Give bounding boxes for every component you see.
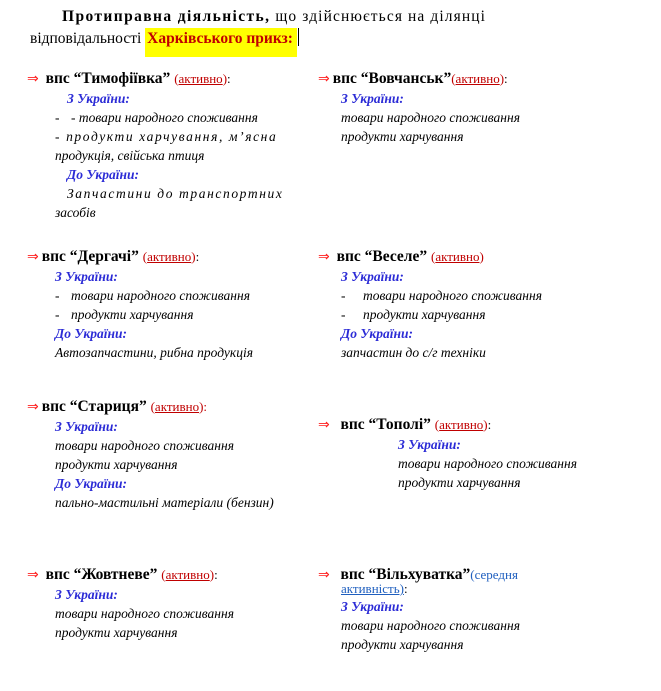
post-block-vovchansk: ⇒ впс “Вовчанськ”(активно): З України: товари народного споживання продукти харчування bbox=[318, 70, 520, 144]
section-heading: З України: bbox=[398, 437, 461, 452]
post-block-tymofiivka: ⇒ впс “Тимофіївка” (активно): З України: - - товари народного споживання - продукти харчування, м’ясна продукція, свійська птиця До України: Запчастини до транспортних засобів bbox=[27, 70, 284, 220]
arrow-icon: ⇒ bbox=[318, 71, 330, 87]
list-item: - - товари народного споживання bbox=[55, 110, 258, 125]
post-name: впс “Тополі” bbox=[340, 416, 431, 433]
text-cursor bbox=[298, 28, 299, 46]
list-item: засобів bbox=[55, 205, 96, 220]
list-item: - продукти харчування bbox=[341, 307, 486, 322]
section-heading: До України: bbox=[55, 476, 127, 491]
status-badge: (активно) bbox=[150, 399, 204, 414]
list-item: товари народного споживання bbox=[341, 618, 520, 633]
post-name: впс “Вовчанськ” bbox=[332, 70, 452, 87]
list-item: товари народного споживання bbox=[341, 110, 520, 125]
title-rest: що здійснюється на ділянці bbox=[270, 8, 487, 25]
status-badge: (активно) bbox=[434, 417, 488, 432]
list-item: продукти харчування bbox=[341, 129, 464, 144]
post-name: впс “Тимофіївка” bbox=[45, 70, 171, 87]
title-highlight: Харківського прикз: bbox=[145, 28, 297, 57]
list-item: запчастин до с/г техніки bbox=[341, 345, 486, 360]
post-block-derhachi: ⇒ впс “Дергачі” (активно): З України: - товари народного споживання - продукти харчування До України: Автозапчастини, рибна продукція bbox=[27, 248, 253, 360]
post-name: впс “Дергачі” bbox=[41, 248, 139, 265]
status-badge: (активно) bbox=[430, 249, 484, 264]
arrow-icon: ⇒ bbox=[27, 249, 39, 265]
arrow-icon: ⇒ bbox=[27, 567, 39, 583]
section-heading: З України: bbox=[55, 587, 118, 602]
section-heading: До України: bbox=[341, 326, 413, 341]
arrow-icon: ⇒ bbox=[27, 399, 39, 415]
list-item: - товари народного споживання bbox=[55, 288, 250, 303]
status-badge: (активно) bbox=[161, 567, 215, 582]
title-bold-part: Протиправна діяльність, bbox=[62, 8, 271, 25]
status-badge: (активно) bbox=[142, 249, 196, 264]
section-heading: З України: bbox=[341, 269, 404, 284]
arrow-icon: ⇒ bbox=[318, 567, 330, 583]
section-heading: З України: bbox=[341, 599, 404, 614]
post-block-zhovtneve: ⇒ впс “Жовтневе” (активно): З України: товари народного споживання продукти харчування bbox=[27, 566, 234, 640]
status-badge: (середня bbox=[470, 567, 518, 582]
status-badge: (активно) bbox=[174, 71, 228, 86]
status-badge: (активно) bbox=[451, 71, 505, 86]
section-heading: З України: bbox=[55, 419, 118, 434]
post-name: впс “Жовтневе” bbox=[45, 566, 158, 583]
section-heading: З України: bbox=[341, 91, 404, 106]
page-title-line2 bbox=[30, 28, 299, 48]
post-name: впс “Стариця” bbox=[41, 398, 147, 415]
post-block-topoli: ⇒ впс “Тополі” (активно): З України: товари народного споживання продукти харчування bbox=[318, 416, 577, 490]
section-heading: До України: bbox=[67, 167, 139, 182]
page-title bbox=[62, 8, 610, 26]
list-item: Автозапчастини, рибна продукція bbox=[55, 345, 253, 360]
list-item: продукти харчування bbox=[55, 625, 178, 640]
list-item: продукція, свійська птиця bbox=[55, 148, 205, 163]
arrow-icon: ⇒ bbox=[318, 249, 330, 265]
section-heading: З України: bbox=[55, 269, 118, 284]
list-item: - продукти харчування bbox=[55, 307, 194, 322]
list-item: Запчастини до транспортних bbox=[67, 186, 284, 201]
post-name: впс “Веселе” bbox=[336, 248, 428, 265]
post-block-starytsia: ⇒ впс “Стариця” (активно): З України: товари народного споживання продукти харчування До України: пально-мастильні матеріали (бензин) bbox=[27, 398, 274, 510]
status-badge-continued: активність) bbox=[341, 581, 404, 596]
list-item: товари народного споживання bbox=[55, 606, 234, 621]
post-name: впс “Вільхуватка” bbox=[340, 566, 471, 583]
list-item: продукти харчування bbox=[341, 637, 464, 652]
list-item: продукти харчування bbox=[55, 457, 178, 472]
arrow-icon: ⇒ bbox=[27, 71, 39, 87]
title-line2-prefix: відповідальності bbox=[30, 30, 146, 47]
post-block-vesele bbox=[318, 248, 542, 362]
list-item: - продукти харчування, м’ясна bbox=[55, 129, 278, 144]
section-heading: З України: bbox=[67, 91, 130, 106]
list-item: товари народного споживання bbox=[55, 438, 234, 453]
arrow-icon: ⇒ bbox=[318, 417, 330, 433]
list-item: пально-мастильні матеріали (бензин) bbox=[55, 495, 274, 510]
section-heading: До України: bbox=[55, 326, 127, 341]
post-block-vilkhuvatka: ⇒ впс “Вільхуватка”(середня активність): З України: товари народного споживання продукти харчування bbox=[318, 566, 520, 652]
list-item: - товари народного споживання bbox=[341, 288, 542, 303]
list-item: товари народного споживання bbox=[398, 456, 577, 471]
list-item: продукти харчування bbox=[398, 475, 521, 490]
